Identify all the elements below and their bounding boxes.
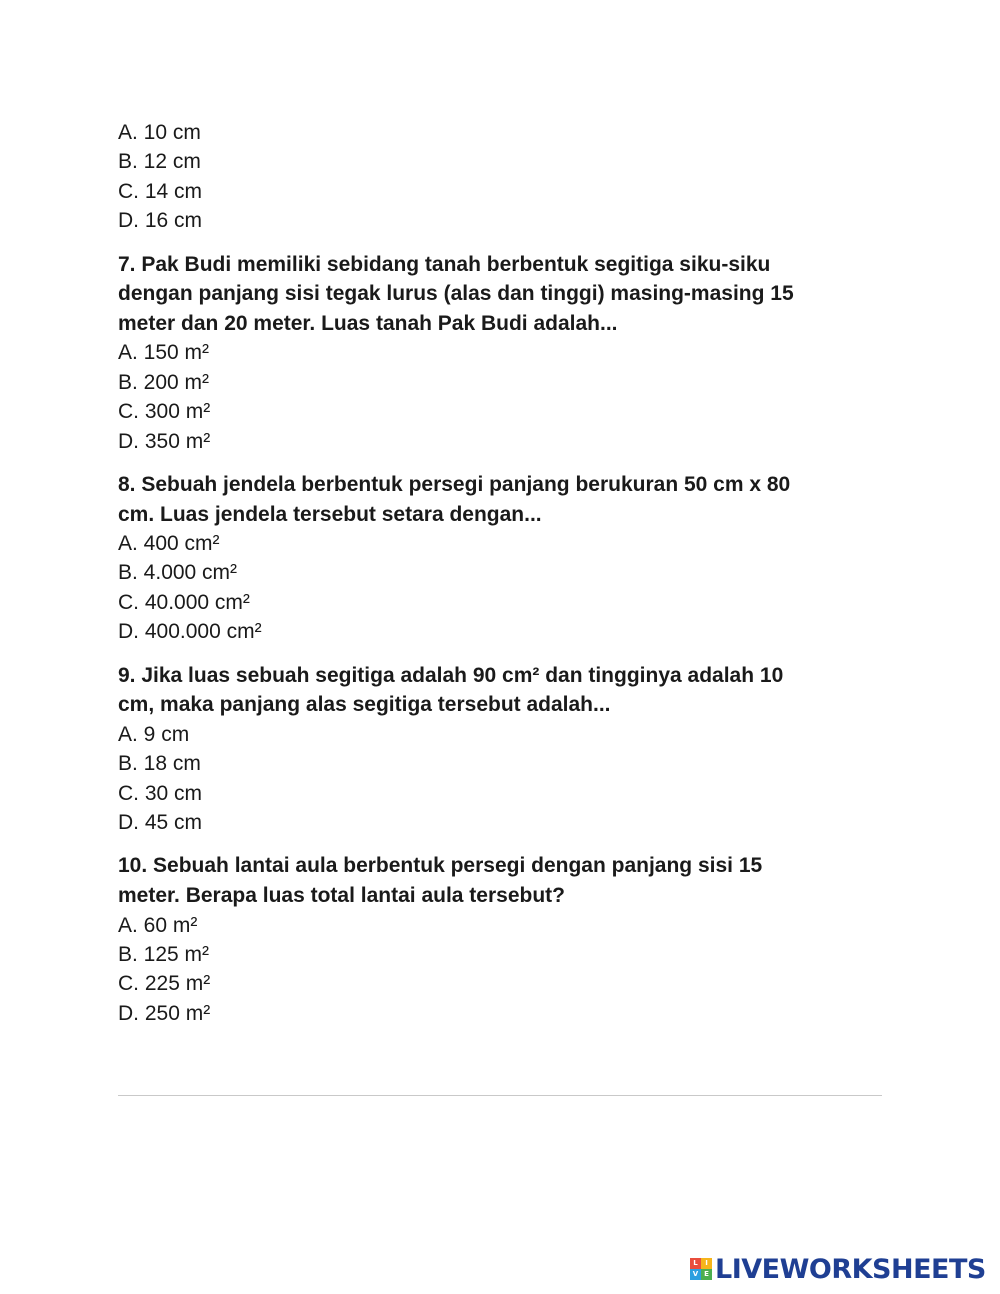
question-9 <box>118 661 888 838</box>
question-10 <box>118 851 888 1028</box>
question-text <box>118 661 888 720</box>
logo-mark-cell: V <box>690 1269 701 1280</box>
question-line: meter. Berapa luas total lantai aula tersebut? <box>118 884 565 907</box>
option-d[interactable]: D. 350 m² <box>118 429 211 453</box>
footer-divider <box>118 1095 882 1096</box>
option-c[interactable]: C. 40.000 cm² <box>118 590 250 614</box>
question-line: 10. Sebuah lantai aula berbentuk persegi dengan panjang sisi 15 <box>118 854 763 878</box>
option-c[interactable]: C. 225 m² <box>118 972 211 996</box>
option-d[interactable]: D. 250 m² <box>118 1001 211 1025</box>
question-text <box>118 470 888 529</box>
option-b[interactable]: B. 18 cm <box>118 752 201 776</box>
option-a[interactable]: A. 150 m² <box>118 341 210 365</box>
previous-question-options <box>118 118 888 236</box>
question-line: dengan panjang sisi tegak lurus (alas dan tinggi) masing-masing 15 <box>118 282 794 306</box>
option-a[interactable]: A. 9 cm <box>118 722 190 746</box>
logo-text: LIVEWORKSHEETS <box>715 1253 986 1285</box>
question-line: 7. Pak Budi memiliki sebidang tanah berbentuk segitiga siku-siku <box>118 252 771 276</box>
option-b[interactable]: B. 12 cm <box>118 150 201 174</box>
option-d[interactable]: D. 16 cm <box>118 209 203 233</box>
option-b[interactable]: B. 125 m² <box>118 942 210 966</box>
option-c[interactable]: C. 14 cm <box>118 179 203 203</box>
option-a[interactable]: A. 10 cm <box>118 121 201 144</box>
option-a[interactable]: A. 400 cm² <box>118 532 220 556</box>
liveworksheets-logo[interactable] <box>690 1252 986 1286</box>
option-c[interactable]: C. 30 cm <box>118 781 203 805</box>
logo-mark-cell: E <box>701 1269 712 1280</box>
question-line: cm. Luas jendela tersebut setara dengan... <box>118 502 542 526</box>
option-c[interactable]: C. 300 m² <box>118 400 211 424</box>
logo-mark-cell: I <box>701 1258 712 1269</box>
question-text <box>118 851 888 910</box>
question-8 <box>118 470 888 647</box>
logo-mark-cell: L <box>690 1258 701 1269</box>
question-line: 9. Jika luas sebuah segitiga adalah 90 cm² dan tingginya adalah 10 <box>118 663 784 687</box>
option-d[interactable]: D. 400.000 cm² <box>118 620 262 644</box>
logo-mark-icon <box>690 1258 712 1280</box>
option-b[interactable]: B. 200 m² <box>118 370 210 394</box>
option-b[interactable]: B. 4.000 cm² <box>118 561 238 585</box>
question-text <box>118 250 888 339</box>
question-7 <box>118 250 888 456</box>
worksheet-content <box>118 118 888 1028</box>
question-line: cm, maka panjang alas segitiga tersebut adalah... <box>118 693 611 717</box>
option-a[interactable]: A. 60 m² <box>118 913 198 937</box>
option-d[interactable]: D. 45 cm <box>118 811 203 835</box>
question-line: meter dan 20 meter. Luas tanah Pak Budi adalah... <box>118 311 618 335</box>
question-line: 8. Sebuah jendela berbentuk persegi panjang berukuran 50 cm x 80 <box>118 472 791 496</box>
